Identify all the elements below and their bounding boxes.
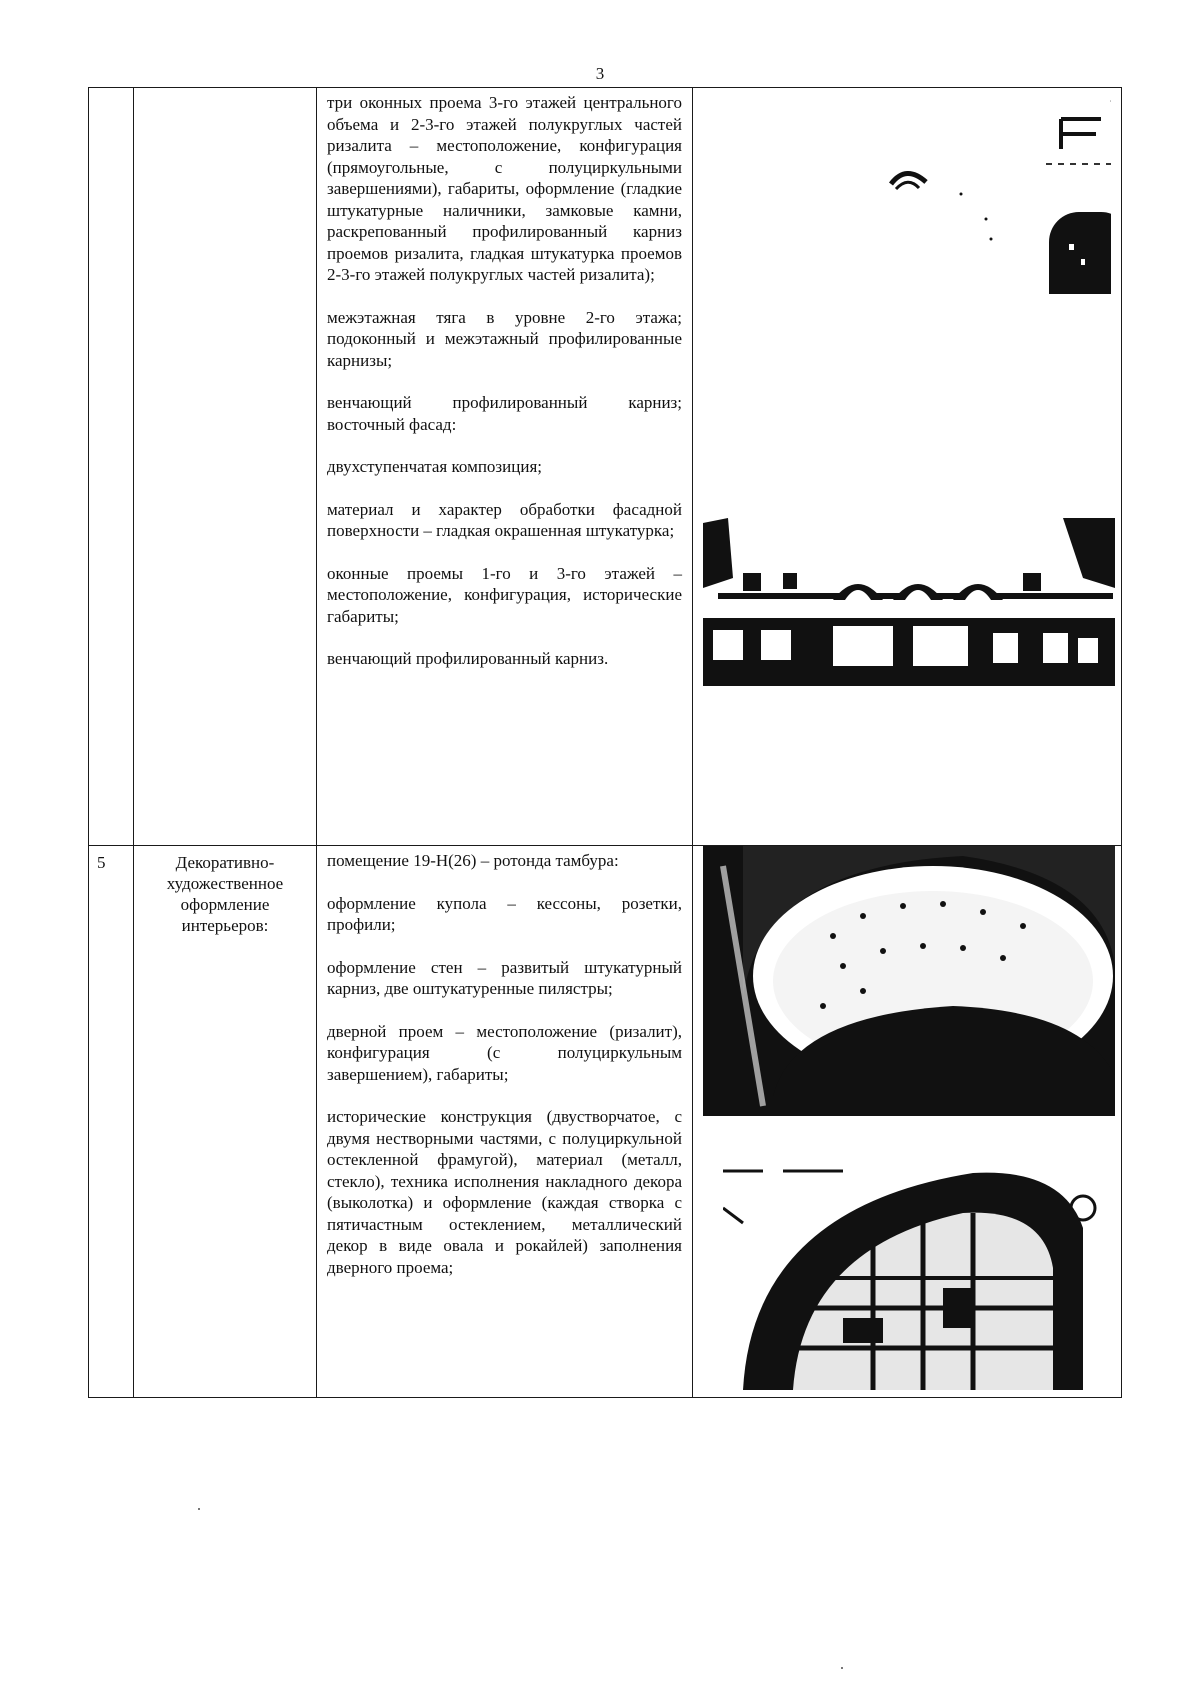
table-row xyxy=(89,88,1122,846)
row-description-cell xyxy=(317,846,693,1398)
row-name xyxy=(134,88,316,100)
east-facade-photo xyxy=(703,518,1115,686)
row-name: Декоративно-художественное оформление интерьеров: xyxy=(166,853,284,935)
description-paragraph: оконные проемы 1-го и 3-го этажей – местоположение, конфигурация, исторические габариты; xyxy=(327,563,682,626)
row-number-cell xyxy=(89,846,134,1398)
description-paragraph: три оконных проема 3-го этажей центрального объема и 2-3-го этажей полукруглых частей ризалита – местоположение, конфигурация (прямоугольные, с полуциркульными завершениями), габариты, оформление (гладкие штукатурные наличники, замковые камни, раскрепованный профилированный карниз проемов ризалита, гладкая штукатурка проемов 2-3-го этажей полукруглых частей ризалита); xyxy=(327,93,682,284)
heritage-table xyxy=(88,87,1122,1398)
description-paragraph: межэтажная тяга в уровне 2-го этажа; подоконный и межэтажный профилированные карнизы; xyxy=(327,307,682,370)
page-number: 3 xyxy=(595,64,605,83)
row-name-cell xyxy=(134,88,317,846)
rotunda-dome-photo xyxy=(703,846,1115,1116)
entrance-door-photo xyxy=(723,1168,1103,1390)
description-paragraph: помещение 19-Н(26) – ротонда тамбура: xyxy=(327,851,619,870)
description-paragraph: венчающий профилированный карниз. xyxy=(327,649,609,668)
row-number xyxy=(89,88,133,100)
description-paragraph: оформление стен – развитый штукатурный карниз, две оштукатуренные пилястры; xyxy=(327,957,682,998)
row-description-cell xyxy=(317,88,693,846)
description-paragraph: оформление купола – кессоны, розетки, профили; xyxy=(327,893,682,934)
row-image-cell xyxy=(693,88,1122,846)
description-paragraph: материал и характер обработки фасадной поверхности – гладкая окрашенная штукатурка; xyxy=(327,499,682,540)
row-number: 5 xyxy=(97,853,106,872)
description-paragraph: двухступенчатая композиция; xyxy=(327,457,542,476)
description-paragraph: дверной проем – местоположение (ризалит), конфигурация (с полуциркульным завершением), габариты; xyxy=(327,1021,682,1084)
description-paragraph: венчающий профилированный карниз; восточный фасад: xyxy=(327,393,682,434)
row-image-cell xyxy=(693,846,1122,1398)
scan-speck xyxy=(841,1667,843,1669)
description-paragraph: исторические конструкция (двустворчатое, с двумя нестворными частями, с полуциркульной остекленной фрамугой), материал (металл, стекло), техника исполнения накладного декора (выколотка) и оформление (каждая створка с пятичастным остеклением, металлический декор в виде овала и рокайлей) заполнения дверного проема; xyxy=(327,1107,682,1277)
scan-speck xyxy=(198,1508,200,1510)
table-row xyxy=(89,846,1122,1398)
row-name-cell xyxy=(134,846,317,1398)
window-fragment-photo xyxy=(811,94,1111,294)
row-number-cell xyxy=(89,88,134,846)
